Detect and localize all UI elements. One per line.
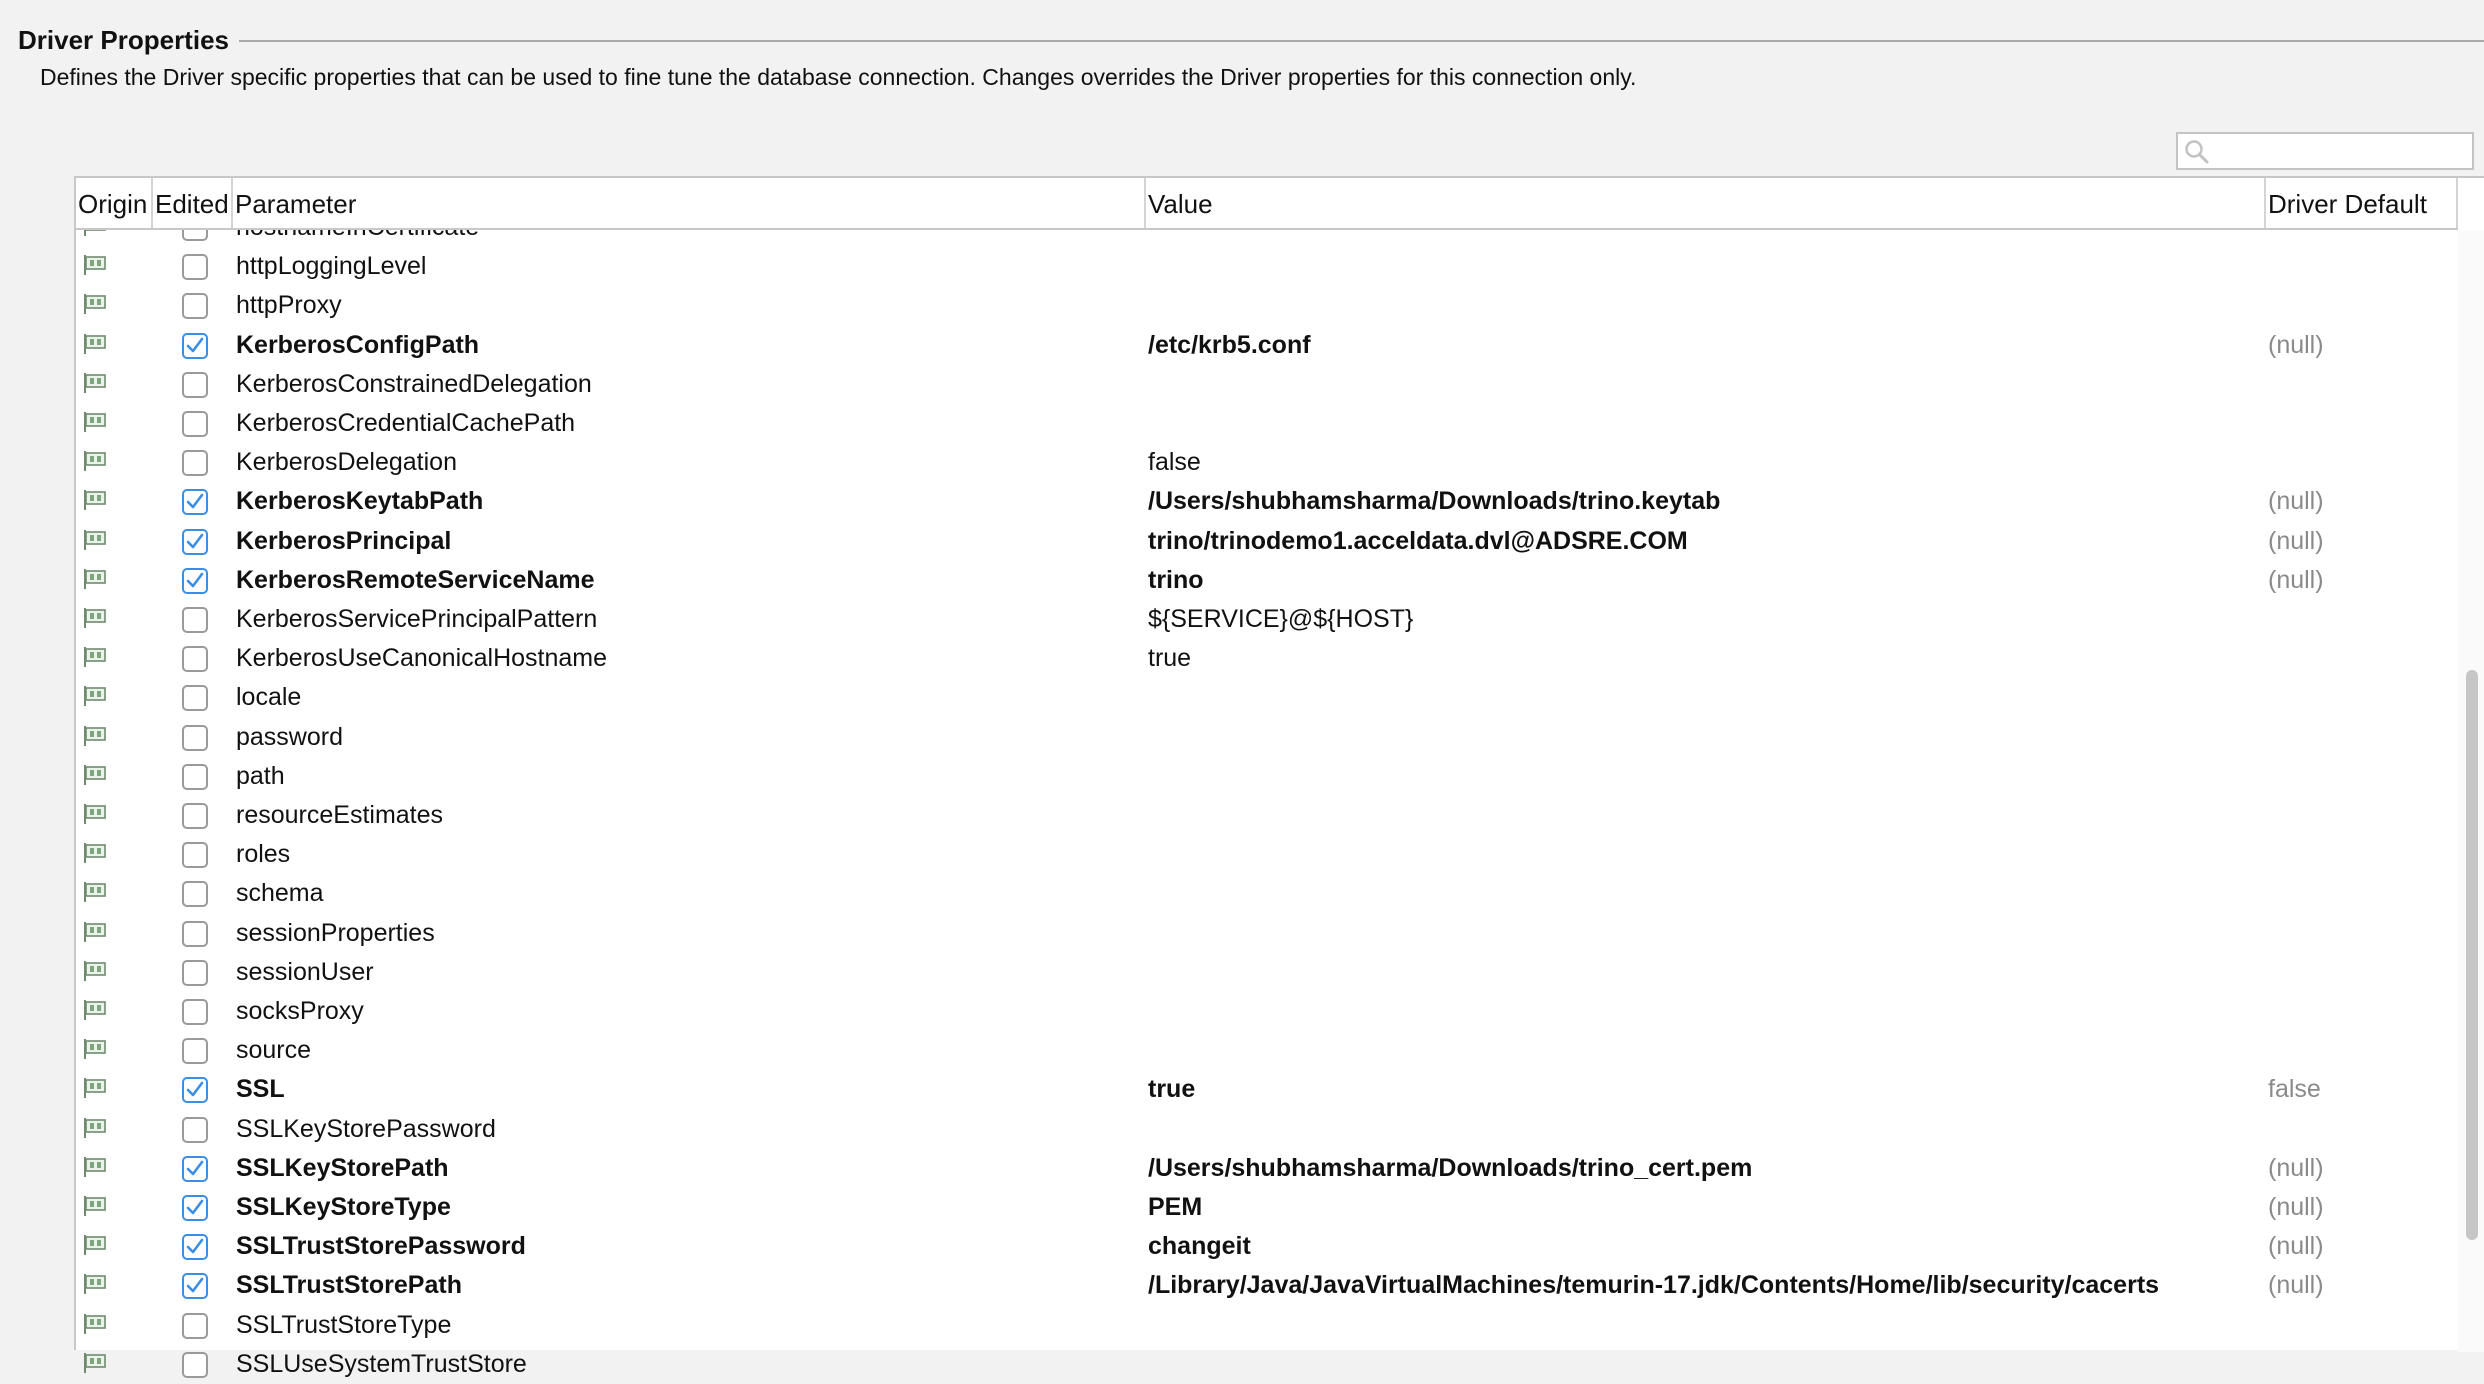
edited-checkbox[interactable] — [182, 1273, 208, 1299]
driver-property-icon — [82, 842, 108, 869]
scrollbar-thumb[interactable] — [2466, 670, 2478, 1240]
edited-checkbox[interactable] — [182, 725, 208, 751]
driver-property-icon — [82, 1352, 108, 1379]
search-field[interactable] — [2176, 132, 2474, 170]
driver-property-icon — [82, 293, 108, 320]
parameter-cell: KerberosCredentialCachePath — [236, 409, 576, 437]
edited-checkbox[interactable] — [182, 411, 208, 437]
table-row[interactable] — [76, 365, 2458, 404]
driver-property-icon — [82, 450, 108, 477]
edited-checkbox[interactable] — [182, 529, 208, 555]
properties-table — [74, 176, 2484, 1378]
driver-property-icon — [82, 881, 108, 908]
parameter-cell: SSLTrustStoreType — [236, 1310, 452, 1339]
driver-property-icon — [82, 254, 108, 281]
parameter-cell: SSL — [236, 1075, 285, 1104]
table-row[interactable] — [76, 286, 2458, 325]
value-cell[interactable]: /Users/shubhamsharma/Downloads/trino_cert.pem — [1148, 1153, 1753, 1182]
edited-checkbox[interactable] — [182, 1352, 208, 1378]
edited-checkbox[interactable] — [182, 1313, 208, 1339]
value-cell[interactable]: trino — [1148, 565, 1204, 594]
edited-checkbox[interactable] — [182, 1195, 208, 1221]
parameter-cell: KerberosUseCanonicalHostname — [236, 644, 608, 673]
parameter-cell: password — [236, 722, 343, 751]
parameter-cell: resourceEstimates — [236, 801, 444, 829]
table-row[interactable] — [76, 718, 2458, 757]
parameter-cell: SSLTrustStorePassword — [236, 1232, 526, 1261]
table-row[interactable] — [76, 561, 2458, 600]
driver-property-icon — [82, 372, 108, 399]
table-row[interactable] — [76, 247, 2458, 286]
table-row[interactable] — [76, 600, 2458, 639]
edited-checkbox[interactable] — [182, 489, 208, 515]
edited-checkbox[interactable] — [182, 1234, 208, 1260]
table-row[interactable] — [76, 443, 2458, 482]
driver-property-icon — [82, 685, 108, 712]
parameter-cell: roles — [236, 840, 291, 869]
table-row[interactable] — [76, 678, 2458, 717]
parameter-cell: KerberosConstrainedDelegation — [236, 369, 592, 398]
edited-checkbox[interactable] — [182, 1156, 208, 1182]
parameter-cell: sessionUser — [236, 957, 374, 986]
driver-property-icon — [82, 725, 108, 752]
driver-default-cell: (null) — [2268, 565, 2324, 594]
parameter-cell: schema — [236, 879, 324, 908]
driver-property-icon — [82, 1234, 108, 1261]
edited-checkbox[interactable] — [182, 764, 208, 790]
driver-property-icon — [82, 803, 108, 830]
driver-properties-group-header — [18, 22, 2484, 58]
search-input[interactable] — [2216, 136, 2472, 168]
value-cell[interactable]: /Users/shubhamsharma/Downloads/trino.keytab — [1148, 487, 1721, 516]
driver-default-cell: (null) — [2268, 526, 2324, 555]
edited-checkbox[interactable] — [182, 568, 208, 594]
parameter-cell: KerberosPrincipal — [236, 526, 452, 555]
driver-property-icon — [82, 921, 108, 948]
table-row[interactable] — [76, 1306, 2458, 1345]
vertical-scrollbar[interactable] — [2458, 230, 2484, 1352]
table-row[interactable] — [76, 874, 2458, 913]
driver-property-icon — [82, 1077, 108, 1104]
edited-checkbox[interactable] — [182, 254, 208, 280]
value-cell[interactable]: PEM — [1148, 1193, 1203, 1221]
column-header-value[interactable]: Value — [1146, 178, 2266, 228]
driver-default-cell: (null) — [2268, 1193, 2324, 1221]
driver-default-cell: (null) — [2268, 1153, 2324, 1182]
table-row[interactable] — [76, 953, 2458, 992]
driver-property-icon — [82, 529, 108, 556]
table-row[interactable] — [76, 482, 2458, 521]
value-cell[interactable]: false — [1148, 448, 1201, 477]
edited-checkbox[interactable] — [182, 1077, 208, 1103]
driver-property-icon — [82, 646, 108, 673]
driver-property-icon — [82, 1117, 108, 1144]
table-row[interactable] — [76, 1110, 2458, 1149]
driver-property-icon — [82, 999, 108, 1026]
table-row[interactable] — [76, 914, 2458, 953]
edited-checkbox[interactable] — [182, 646, 208, 672]
driver-default-cell: (null) — [2268, 1232, 2324, 1261]
parameter-cell: socksProxy — [236, 997, 364, 1025]
column-header-driver-default[interactable]: Driver Default — [2266, 178, 2458, 228]
value-cell[interactable]: trino/trinodemo1.acceldata.dvl@ADSRE.COM — [1148, 526, 1688, 555]
edited-checkbox[interactable] — [182, 293, 208, 319]
edited-checkbox[interactable] — [182, 372, 208, 398]
table-row[interactable] — [76, 404, 2458, 443]
edited-checkbox[interactable] — [182, 960, 208, 986]
table-row[interactable] — [76, 1266, 2458, 1305]
value-cell[interactable]: ${SERVICE}@${HOST} — [1148, 605, 1414, 633]
table-row[interactable] — [76, 522, 2458, 561]
group-title: Driver Properties — [18, 24, 229, 55]
driver-property-icon — [82, 1195, 108, 1222]
parameter-cell: SSLKeyStorePath — [236, 1153, 449, 1182]
value-cell[interactable]: true — [1148, 644, 1192, 673]
parameter-cell: httpProxy — [236, 291, 342, 320]
driver-property-icon — [82, 1038, 108, 1065]
edited-checkbox[interactable] — [182, 333, 208, 359]
driver-property-icon — [82, 568, 108, 595]
value-cell[interactable]: true — [1148, 1075, 1196, 1104]
table-row[interactable] — [76, 1070, 2458, 1109]
edited-checkbox[interactable] — [182, 921, 208, 947]
table-row[interactable] — [76, 835, 2458, 874]
parameter-cell: KerberosRemoteServiceName — [236, 565, 595, 594]
driver-default-cell: (null) — [2268, 1271, 2324, 1300]
driver-property-icon — [82, 1313, 108, 1340]
edited-checkbox[interactable] — [182, 685, 208, 711]
table-row[interactable] — [76, 1188, 2458, 1227]
parameter-cell: SSLTrustStorePath — [236, 1271, 462, 1300]
table-header — [76, 178, 2458, 230]
parameter-cell: sessionProperties — [236, 918, 435, 947]
table-row[interactable] — [76, 639, 2458, 678]
parameter-cell: KerberosKeytabPath — [236, 487, 484, 516]
table-row[interactable] — [76, 757, 2458, 796]
parameter-cell: KerberosDelegation — [236, 448, 457, 477]
parameter-cell: KerberosConfigPath — [236, 330, 480, 359]
edited-checkbox[interactable] — [182, 881, 208, 907]
driver-default-cell: (null) — [2268, 487, 2324, 516]
table-row[interactable] — [76, 992, 2458, 1031]
column-header-parameter[interactable]: Parameter — [233, 178, 1146, 228]
edited-checkbox[interactable] — [182, 1038, 208, 1064]
driver-property-icon — [82, 607, 108, 634]
table-row[interactable] — [76, 1031, 2458, 1070]
value-cell[interactable]: /Library/Java/JavaVirtualMachines/temurin-17.jdk/Contents/Home/lib/security/cacerts — [1148, 1271, 2160, 1300]
column-header-origin[interactable]: Origin — [76, 178, 153, 228]
table-row[interactable] — [76, 796, 2458, 835]
table-row[interactable] — [76, 1345, 2458, 1384]
group-divider — [239, 40, 2484, 42]
edited-checkbox[interactable] — [182, 1117, 208, 1143]
driver-property-icon — [82, 764, 108, 791]
driver-default-cell: (null) — [2268, 330, 2324, 359]
driver-property-icon — [82, 960, 108, 987]
parameter-cell: path — [236, 761, 285, 790]
driver-property-icon — [82, 333, 108, 360]
parameter-cell: KerberosServicePrincipalPattern — [236, 605, 598, 633]
edited-checkbox[interactable] — [182, 607, 208, 633]
table-row[interactable] — [76, 326, 2458, 365]
driver-property-icon — [82, 1156, 108, 1183]
parameter-cell: SSLUseSystemTrustStore — [236, 1349, 527, 1378]
driver-property-icon — [82, 1273, 108, 1300]
driver-property-icon — [82, 489, 108, 516]
edited-checkbox[interactable] — [182, 999, 208, 1025]
parameter-cell: locale — [236, 683, 302, 712]
parameter-cell: SSLKeyStorePassword — [236, 1114, 496, 1143]
table-row[interactable] — [76, 1149, 2458, 1188]
parameter-cell: source — [236, 1036, 312, 1065]
table-row[interactable] — [76, 1227, 2458, 1266]
edited-checkbox[interactable] — [182, 803, 208, 829]
parameter-cell: httpLoggingLevel — [236, 252, 427, 281]
value-cell[interactable]: changeit — [1148, 1232, 1251, 1261]
column-header-edited[interactable]: Edited — [153, 178, 233, 228]
edited-checkbox[interactable] — [182, 842, 208, 868]
edited-checkbox[interactable] — [182, 450, 208, 476]
group-description: Defines the Driver specific properties that can be used to fine tune the database connection. Changes overrides the Driver properties for this connection only. — [40, 64, 1637, 90]
value-cell[interactable]: /etc/krb5.conf — [1148, 330, 1311, 359]
search-icon — [2183, 138, 2211, 166]
driver-default-cell: false — [2268, 1075, 2321, 1104]
parameter-cell: SSLKeyStoreType — [236, 1193, 451, 1221]
driver-property-icon — [82, 411, 108, 438]
